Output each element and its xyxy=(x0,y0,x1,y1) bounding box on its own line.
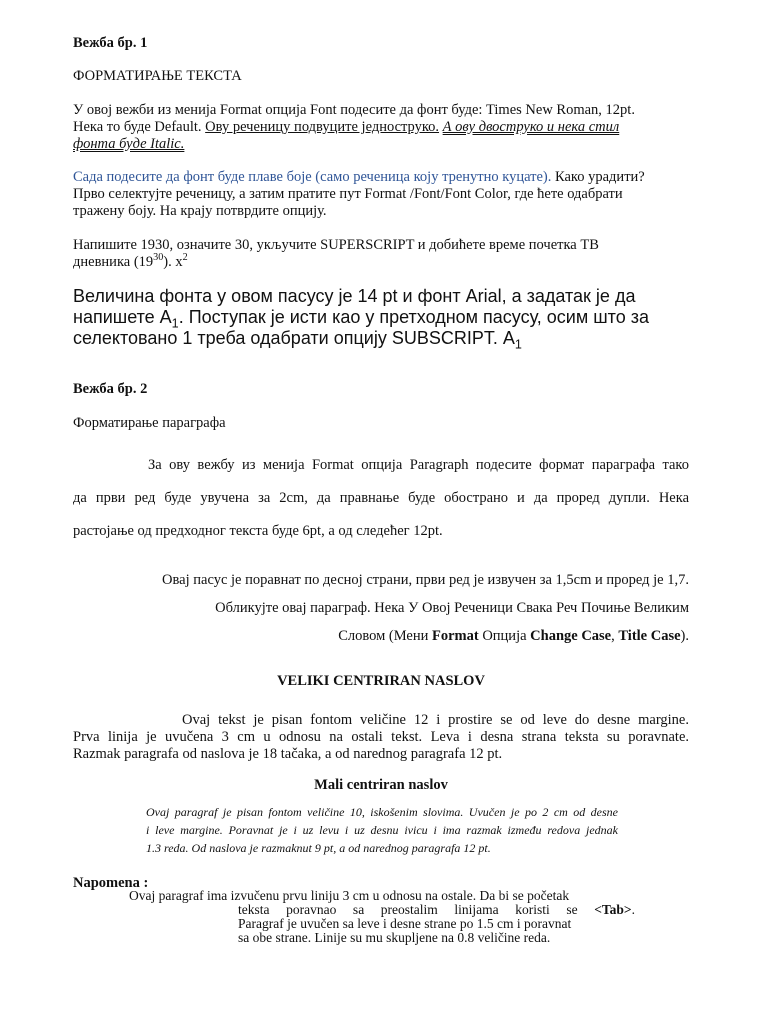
note-label: Napomena : xyxy=(73,875,149,891)
plain-text: дневника (19 xyxy=(73,254,154,270)
big-centered-title: VELIKI CENTRIRAN NASLOV xyxy=(277,673,485,689)
ex2-p2-line3 xyxy=(73,628,689,645)
exercise-2-subheading: Форматирање параграфа xyxy=(73,415,226,431)
plain-text: , xyxy=(611,628,619,644)
ex2-p2-line1: Овај пасус је поравнат по десној страни, први ред је извучен за 1,5cm и проред је 1,7. xyxy=(162,572,689,588)
ex1-p2-line1 xyxy=(73,169,645,186)
bold-text: Change Case xyxy=(530,628,612,644)
subscript: 1 xyxy=(171,316,179,331)
ex2-p4-line1: Ovaj paragraf je pisan fontom veličine 10, iskošenim slovima. Uvučen je po 2 cm od desne xyxy=(146,805,618,819)
note-line2 xyxy=(238,903,635,917)
double-underlined-italic-text: А ову двоструко и нека стил xyxy=(442,119,620,135)
ex1-p3-line1: Напишите 1930, означите 30, укључите SUPERSCRIPT и добићете време почетка ТВ xyxy=(73,237,599,253)
plain-text: ). xyxy=(680,628,689,644)
plain-text: напишете А xyxy=(73,307,172,327)
superscript: 2 xyxy=(182,252,188,264)
ex2-p1-line2: да први ред буде увучена за 2cm, да правнање буде обострано и да проред дупли. Нека xyxy=(73,490,689,506)
plain-text: Нека то буде Default. xyxy=(73,119,206,135)
blue-text: Сада подесите да фонт буде плаве боје (само реченица коју тренутно куцате). xyxy=(73,169,552,185)
ex1-p2-line2: Прво селектујте реченицу, а затим пратите пут Format /Font/Font Color, где ћете одабрати xyxy=(73,186,623,202)
note-line1: Ovaj paragraf ima izvučenu prvu liniju 3 cm u odnosu na ostale. Da bi se početak xyxy=(129,888,570,903)
ex1-p4-line1: Величина фонта у овом пасусу је 14 pt и фонт Arial, а задатак је да xyxy=(73,286,636,306)
ex1-p1-line3: фонта буде Italic. xyxy=(73,136,185,152)
ex1-p1-line2 xyxy=(73,119,619,136)
plain-text: Опција xyxy=(478,628,531,644)
single-underlined-text: Ову реченицу подвуците једноструко. xyxy=(205,119,440,135)
ex2-p4-line2: i leve margine. Poravnat je i uz levu i uz desnu ivicu i ima razmak između redova jednak xyxy=(146,823,618,837)
ex2-p1-line1: За ову вежбу из менија Format опција Paragraph подесите формат параграфа тако xyxy=(148,457,689,473)
note-line3: Paragraf je uvučen sa leve i desne strane po 1.5 cm i poravnat xyxy=(238,916,572,931)
ex1-p3-line2 xyxy=(73,254,188,271)
ex2-p3-line3: Razmak paragrafa od naslova je 18 tačaka, a od narednog paragrafa 12 pt. xyxy=(73,746,503,762)
ex2-p3-line2: Prva linija je uvučena 3 cm u odnosu na ostali tekst. Leva i desna strana teksta su poravnate. xyxy=(73,729,689,745)
note-line4: sa obe strane. Linije su mu skupljene na 0.8 veličine reda. xyxy=(238,930,551,945)
ex2-p1-line3: растојање од предходног текста буде 6pt, а од следећег 12pt. xyxy=(73,523,443,539)
ex2-p2-line2: Обликујте овај параграф. Нека У Овој Реченици Свака Реч Почиње Великим xyxy=(215,600,689,616)
ex1-p1-line1: У овој вежби из менија Format опција Font подесите да фонт буде: Times New Roman, 12pt. xyxy=(73,102,635,118)
superscript: 30 xyxy=(153,252,164,264)
plain-text: ). x xyxy=(163,254,183,270)
ex2-p4-line3: 1.3 reda. Od naslova je razmaknut 9 pt, a od narednog paragrafa 12 pt. xyxy=(146,841,491,855)
plain-text: селектовано 1 треба одабрати опцију SUBSCRIPT. А xyxy=(73,328,515,348)
ex1-p2-line3: тражену боју. На крају потврдите опцију. xyxy=(73,203,327,219)
exercise-1-heading: Вежба бр. 1 xyxy=(73,35,148,51)
ex2-p3-line1: Ovaj tekst je pisan fontom veličine 12 i prostire se od leve do desne margine. xyxy=(182,712,689,728)
plain-text: Словом (Мени xyxy=(338,628,432,644)
plain-text: . Поступак је исти као у претходном пасусу, осим што за xyxy=(178,307,649,327)
bold-text: Title Case xyxy=(618,628,681,644)
bold-text: <Tab> xyxy=(594,902,632,917)
plain-text: . xyxy=(631,902,635,917)
plain-text: teksta poravnao sa preostalim linijama koristi se xyxy=(238,902,595,917)
exercise-1-subheading: ФОРМАТИРАЊЕ ТЕКСТА xyxy=(73,68,242,84)
ex1-p4-line2 xyxy=(73,307,649,331)
small-centered-title: Mali centriran naslov xyxy=(314,777,448,793)
ex1-p4-line3 xyxy=(73,328,522,352)
exercise-2-heading: Вежба бр. 2 xyxy=(73,381,148,397)
bold-text: Format xyxy=(431,628,479,644)
subscript: 1 xyxy=(514,337,522,352)
plain-text: Како урадити? xyxy=(551,169,645,185)
